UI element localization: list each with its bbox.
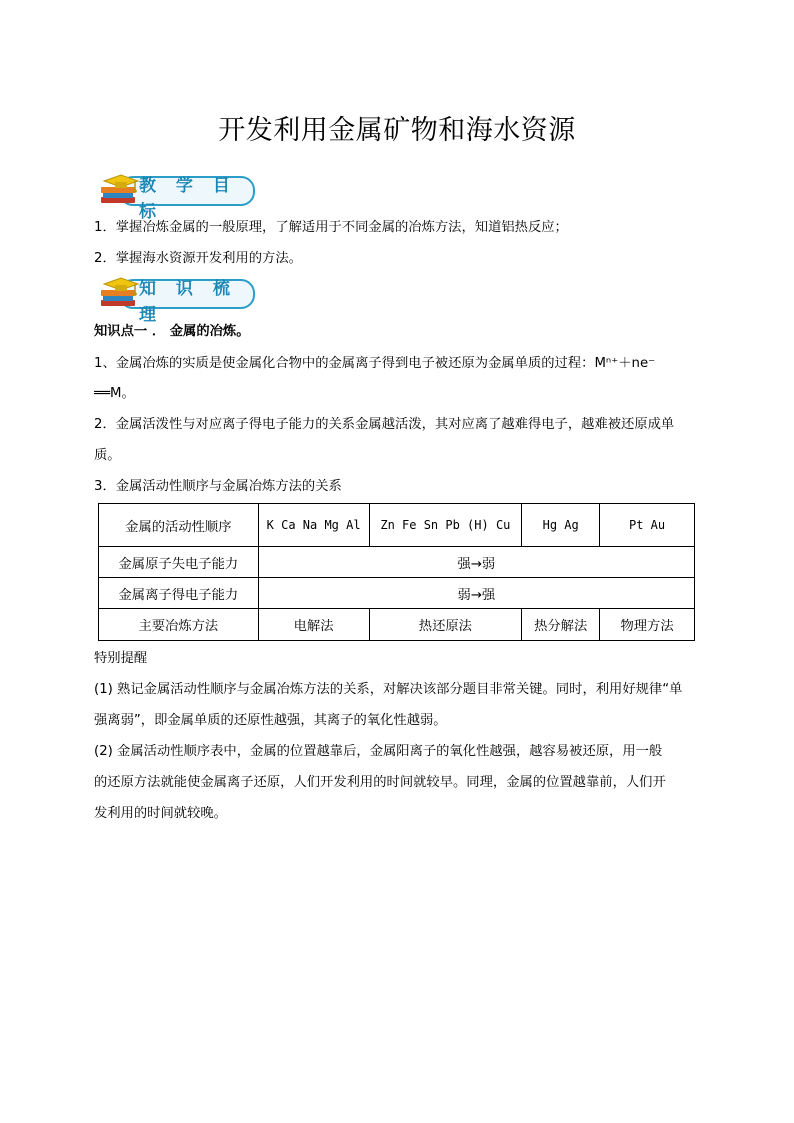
banner-label-knowledge: 知 识 梳 理 [139, 279, 237, 325]
note-2-line-2: 的还原方法就能使金属离子还原，人们开发利用的时间就较早。同理，金属的位置越靠前，人们开 [94, 775, 666, 790]
table-cell: K Ca Na Mg Al [258, 504, 369, 547]
page-title: 开发利用金属矿物和海水资源 [218, 115, 576, 146]
banner-label-goals: 教 学 目 标 [139, 176, 237, 222]
paragraph-1-line-2: ══M。 [94, 386, 135, 401]
notes-heading: 特别提醒 [94, 651, 148, 666]
table-cell: Pt Au [600, 504, 695, 547]
paragraph-1-line-1: 1、金属冶炼的实质是使金属化合物中的金属离子得到电子被还原为金属单质的过程：Mⁿ⁺＋ne⁻ [94, 356, 656, 371]
table-row [99, 504, 695, 547]
table-row [99, 547, 695, 578]
note-2-line-1: (2) 金属活动性顺序表中，金属的位置越靠后，金属阳离子的氧化性越强，越容易被还原，用一般 [94, 744, 663, 759]
table-cell: 主要冶炼方法 [99, 609, 259, 641]
paragraph-2-line-2: 质。 [94, 448, 121, 463]
graduation-cap-icon [95, 276, 147, 312]
section-banner-knowledge [95, 276, 265, 325]
note-2-line-3: 发利用的时间就较晚。 [94, 806, 227, 821]
table-cell: 强→弱 [258, 547, 694, 578]
table-cell: Zn Fe Sn Pb (H) Cu [369, 504, 522, 547]
table-cell: 金属离子得电子能力 [99, 578, 259, 609]
table-cell: 热分解法 [522, 609, 600, 641]
table-cell: 弱→强 [258, 578, 694, 609]
graduation-cap-icon [95, 173, 147, 209]
table-row [99, 609, 695, 641]
metal-activity-table [98, 503, 695, 641]
paragraph-2-line-1: 2．金属活泼性与对应离子得电子能力的关系金属越活泼，其对应离了越难得电子，越难被还原成单 [94, 417, 675, 432]
table-cell: 电解法 [258, 609, 369, 641]
table-cell: 物理方法 [600, 609, 695, 641]
knowledge-point-heading: 知识点一 ． 金属的冶炼。 [94, 324, 250, 339]
table-cell: 热还原法 [369, 609, 522, 641]
note-1-line-1: (1) 熟记金属活动性顺序与金属冶炼方法的关系，对解决该部分题目非常关键。同时，利用好规律“单 [94, 682, 683, 697]
note-1-line-2: 强离弱”，即金属单质的还原性越强，其离子的氧化性越弱。 [94, 713, 447, 728]
table-cell: Hg Ag [522, 504, 600, 547]
paragraph-3: 3．金属活动性顺序与金属冶炼方法的关系 [94, 479, 342, 494]
table-row [99, 578, 695, 609]
table-cell: 金属的活动性顺序 [99, 504, 259, 547]
section-banner-goals [95, 173, 265, 222]
goal-item-1: 1．掌握冶炼金属的一般原理，了解适用于不同金属的冶炼方法，知道铝热反应； [94, 220, 568, 235]
table-cell: 金属原子失电子能力 [99, 547, 259, 578]
goal-item-2: 2．掌握海水资源开发利用的方法。 [94, 251, 302, 266]
